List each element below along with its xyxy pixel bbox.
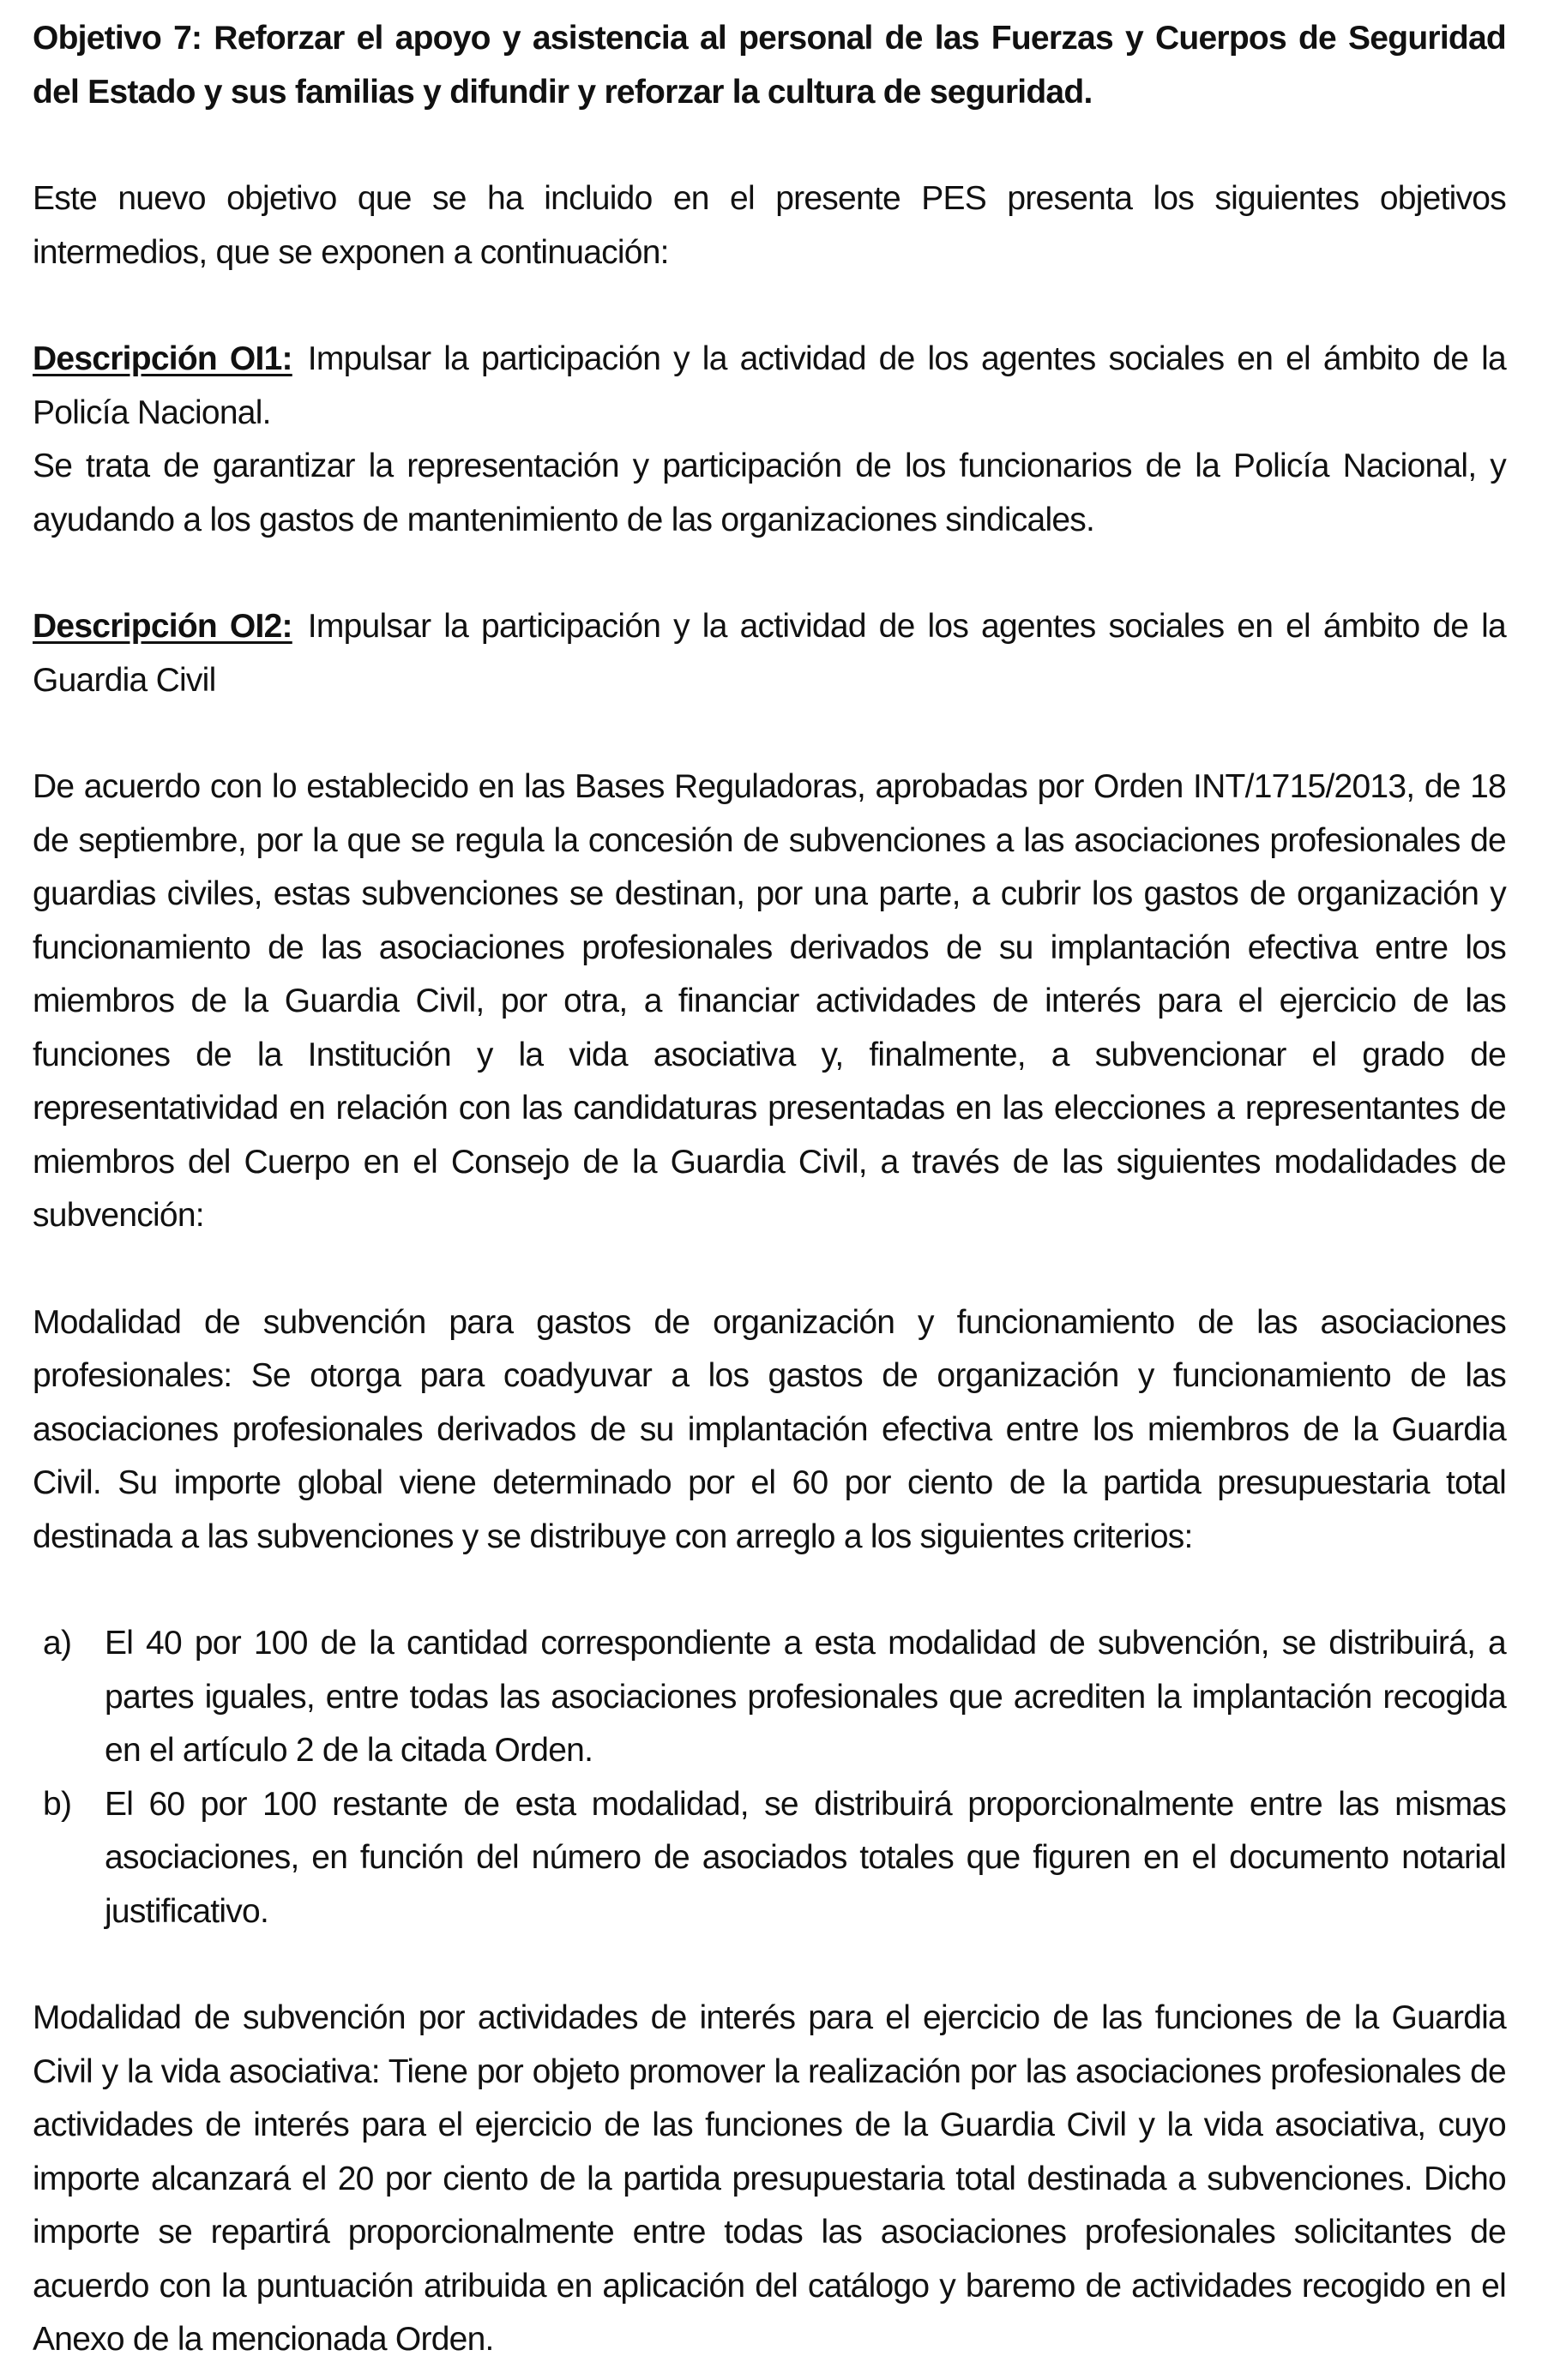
oi1-detail: Se trata de garantizar la representación y participación de los funcionarios de la Policía Nacional, y ayudando a los gastos de mantenimiento de las organizaciones sindicales. xyxy=(33,448,1506,538)
spacer xyxy=(33,119,1506,172)
spacer xyxy=(33,707,1506,760)
spacer xyxy=(33,1243,1506,1296)
list-item-text: El 40 por 100 de la cantidad correspondiente a esta modalidad de subvención, se distribuirá, a partes iguales, entre todas las asociaciones profesionales que acrediten la implantación recogida en el artículo 2 de la citada Orden. xyxy=(105,1625,1506,1769)
criteria-list xyxy=(33,1617,1506,1938)
oi1-label: Descripción OI1: xyxy=(33,340,292,377)
oi1-description xyxy=(33,333,1506,440)
list-item xyxy=(33,1778,1506,1939)
spacer xyxy=(33,279,1506,333)
modalidad-2-paragraph: Modalidad de subvención por actividades de interés para el ejercicio de las funciones de la Guardia Civil y la vida asociativa: Tiene por objeto promover la realización por las asociaciones profesionales de actividades de interés para el ejercicio de las funciones de la Guardia Civil y la vida asociativa, cuyo importe alcanzará el 20 por ciento de la partida presupuestaria total destinada a subvenciones. Dicho importe se repartirá proporcionalmente entre todas las asociaciones profesionales solicitantes de acuerdo con la puntuación atribuida en aplicación del catálogo y baremo de actividades recogido en el Anexo de la mencionada Orden. xyxy=(33,1999,1506,2358)
oi2-text: Impulsar la participación y la actividad de los agentes sociales en el ámbito de la Guardia Civil xyxy=(33,608,1506,699)
oi1-text: Impulsar la participación y la actividad de los agentes sociales en el ámbito de la Policía Nacional. xyxy=(33,340,1506,431)
list-marker: a) xyxy=(43,1625,72,1662)
intro-paragraph: Este nuevo objetivo que se ha incluido en el presente PES presenta los siguientes objetivos intermedios, que se exponen a continuación: xyxy=(33,180,1506,271)
oi2-description xyxy=(33,600,1506,707)
list-marker: b) xyxy=(43,1785,72,1823)
spacer xyxy=(33,547,1506,600)
document-page xyxy=(33,12,1506,2367)
bases-paragraph: De acuerdo con lo establecido en las Bases Reguladoras, aprobadas por Orden INT/1715/2013, de 18 de septiembre, por la que se regula la concesión de subvenciones a las asociaciones profesionales de guardias civiles, estas subvenciones se destinan, por una parte, a cubrir los gastos de organización y funcionamiento de las asociaciones profesionales derivados de su implantación efectiva entre los miembros de la Guardia Civil, por otra, a financiar actividades de interés para el ejercicio de las funciones de la Institución y la vida asociativa y, finalmente, a subvencionar el grado de representatividad en relación con las candidaturas presentadas en las elecciones a representantes de miembros del Cuerpo en el Consejo de la Guardia Civil, a través de las siguientes modalidades de subvención: xyxy=(33,768,1506,1234)
modalidad-1-paragraph: Modalidad de subvención para gastos de organización y funcionamiento de las asociaciones profesionales: Se otorga para coadyuvar a los gastos de organización y funcionamiento de las asociaciones profesionales derivados de su implantación efectiva entre los miembros de la Guardia Civil. Su importe global viene determinado por el 60 por ciento de la partida presupuestaria total destinada a las subvenciones y se distribuye con arreglo a los siguientes criterios: xyxy=(33,1303,1506,1555)
spacer xyxy=(33,1564,1506,1617)
list-item xyxy=(33,1617,1506,1778)
spacer xyxy=(33,1938,1506,1992)
oi2-label: Descripción OI2: xyxy=(33,608,292,645)
list-item-text: El 60 por 100 restante de esta modalidad, se distribuirá proporcionalmente entre las mismas asociaciones, en función del número de asociados totales que figuren en el documento notarial justificativo. xyxy=(105,1785,1506,1930)
objective-heading: Objetivo 7: Reforzar el apoyo y asistencia al personal de las Fuerzas y Cuerpos de Seguridad del Estado y sus familias y difundir y reforzar la cultura de seguridad. xyxy=(33,20,1506,111)
